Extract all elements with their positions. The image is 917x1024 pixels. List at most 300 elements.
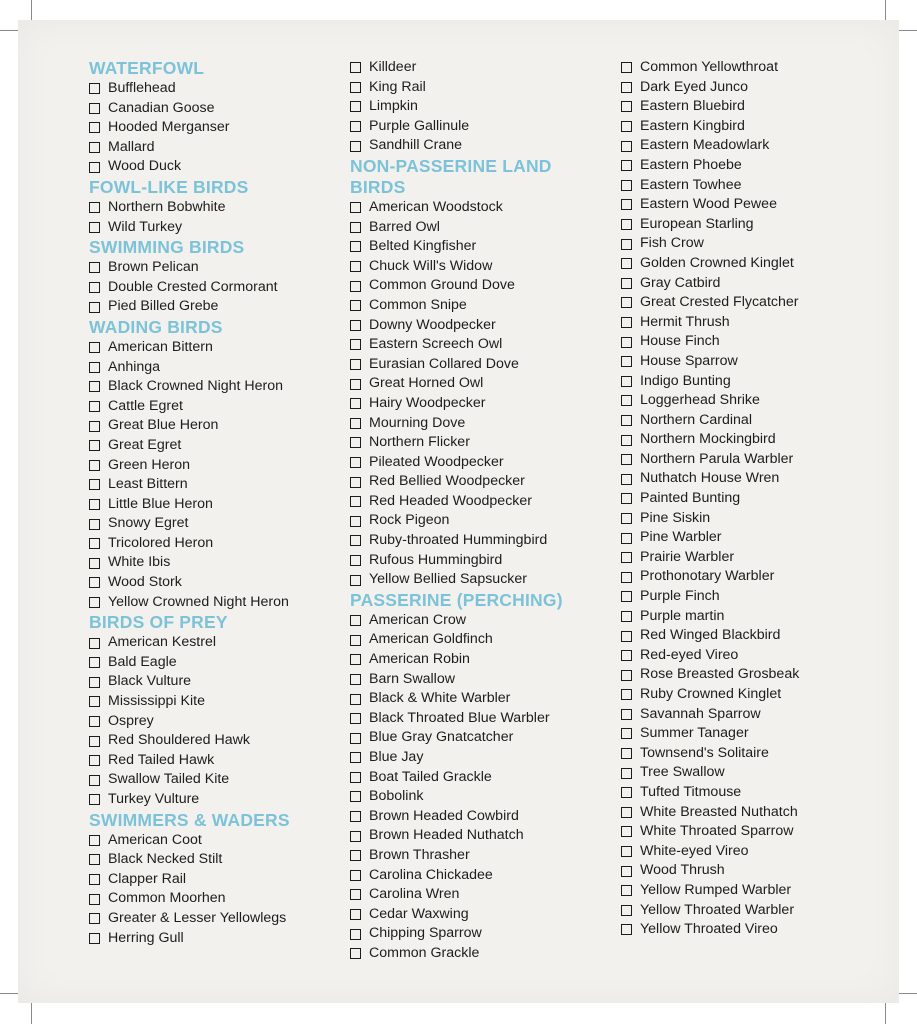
bird-name: Eastern Bluebird [640,98,745,115]
bird-name: Nuthatch House Wren [640,470,780,487]
bird-name: Ruby Crowned Kinglet [640,686,782,702]
bird-name: Townsend's Solitaire [640,744,769,761]
checklist-item [621,411,896,431]
checkbox[interactable] [350,379,361,390]
checklist-column-2 [350,58,610,964]
checkbox[interactable] [89,499,100,510]
checkbox[interactable] [89,460,100,471]
bird-name: American Goldfinch [369,631,493,648]
bird-name: Purple martin [640,607,725,624]
checklist-item [350,650,610,670]
bird-name: Chipping Sparrow [369,925,482,942]
crop-mark [31,0,32,20]
checkbox[interactable] [621,787,632,798]
bird-name: Loggerhead Shrike [640,392,760,409]
checklist-item [621,528,896,548]
bird-name: Mallard [108,138,155,155]
checklist-item [350,492,610,512]
section-heading: WATERFOWL [89,58,205,78]
bird-list [89,338,344,612]
bird-name: Common Yellowthroat [640,59,779,75]
bird-name: Red-eyed Vireo [640,646,739,663]
checkbox[interactable] [621,180,632,191]
checklist-item [621,587,896,607]
bird-name: White Breasted Nuthatch [640,803,798,820]
checkbox[interactable] [350,300,361,311]
checkbox[interactable] [621,866,632,877]
checkbox[interactable] [89,854,100,865]
bird-name: Common Ground Dove [369,277,515,294]
checklist-item [621,567,896,587]
checkbox[interactable] [621,376,632,387]
checkbox[interactable] [621,846,632,857]
checkbox[interactable] [621,239,632,250]
checkbox[interactable] [621,533,632,544]
checkbox[interactable] [350,516,361,527]
checklist-item [89,416,344,436]
checkbox[interactable] [621,807,632,818]
checklist-item [621,685,896,705]
checkbox[interactable] [350,909,361,920]
bird-name: Red Bellied Woodpecker [369,473,525,490]
checkbox[interactable] [89,122,100,133]
checkbox[interactable] [350,694,361,705]
checkbox[interactable] [621,709,632,720]
checkbox[interactable] [89,736,100,747]
checkbox[interactable] [89,262,100,273]
checkbox[interactable] [89,894,100,905]
bird-name: Savannah Sparrow [640,705,761,722]
checkbox[interactable] [350,261,361,272]
bird-name: Hermit Thrush [640,313,730,330]
crop-mark [0,30,18,31]
section-heading: BIRDS OF PREY [89,612,228,633]
bird-name: Hairy Woodpecker [369,394,486,411]
bird-name: Downy Woodpecker [369,316,496,333]
crop-mark [899,993,917,994]
checklist-item [621,352,896,372]
checklist-item [621,176,896,196]
checklist-item [89,731,344,751]
checkbox[interactable] [350,889,361,900]
checkbox[interactable] [350,772,361,783]
checklist-item [350,335,610,355]
bird-name: Prothonotary Warbler [640,568,775,585]
checkbox[interactable] [350,535,361,546]
bird-name: House Finch [640,333,720,350]
checkbox[interactable] [350,555,361,566]
checklist-item [89,553,344,573]
checkbox[interactable] [621,199,632,210]
bird-name: Yellow Throated Warbler [640,901,795,918]
checkbox[interactable] [89,657,100,668]
checkbox[interactable] [621,826,632,837]
bird-name: Blue Gray Gnatcatcher [369,729,514,746]
checklist-item [89,889,344,909]
checklist-item [621,803,896,823]
checkbox[interactable] [350,654,361,665]
checkbox[interactable] [350,101,361,112]
checkbox[interactable] [621,591,632,602]
checklist-item [89,138,344,158]
bird-list [89,198,344,237]
crop-mark [885,1003,886,1024]
bird-name: Yellow Bellied Sapsucker [369,571,527,588]
bird-name: Eastern Kingbird [640,117,745,134]
checkbox[interactable] [621,689,632,700]
checkbox[interactable] [350,615,361,626]
checklist-column-1 [89,58,344,948]
checklist-item [621,665,896,685]
checkbox[interactable] [350,437,361,448]
checklist-item [350,136,610,156]
bird-name: White Throated Sparrow [640,823,794,840]
bird-name: Common Moorhen [108,890,226,907]
bird-name: Least Bittern [108,476,188,493]
bird-name: Brown Headed Cowbird [369,807,519,824]
bird-name: Red Winged Blackbird [640,627,781,644]
checkbox[interactable] [621,415,632,426]
checkbox[interactable] [350,82,361,93]
checklist-item [350,885,610,905]
checklist-item [350,846,610,866]
checklist-item [89,850,344,870]
checklist-item [621,646,896,666]
checkbox[interactable] [621,337,632,348]
checkbox[interactable] [89,538,100,549]
checklist-item [621,744,896,764]
checklist-item [89,338,344,358]
checkbox[interactable] [621,101,632,112]
bird-name: Common Snipe [369,296,467,313]
checklist-item [621,626,896,646]
checkbox[interactable] [350,359,361,370]
bird-name: House Sparrow [640,352,738,369]
checkbox[interactable] [621,650,632,661]
checklist-item [621,861,896,881]
checklist-item [621,548,896,568]
checkbox[interactable] [89,755,100,766]
checkbox[interactable] [621,219,632,230]
checkbox[interactable] [621,728,632,739]
checkbox[interactable] [350,121,361,132]
checkbox[interactable] [89,775,100,786]
checkbox[interactable] [350,575,361,586]
bird-name: Yellow Crowned Night Heron [108,593,289,610]
checkbox[interactable] [89,222,100,233]
checklist-item [350,237,610,257]
checkbox[interactable] [350,418,361,429]
checkbox[interactable] [89,913,100,924]
bird-name: Canadian Goose [108,99,215,116]
checklist-item [621,509,896,529]
bird-name: Rock Pigeon [369,512,450,529]
checklist-item [350,866,610,886]
checkbox[interactable] [621,924,632,935]
checklist-item [350,728,610,748]
checkbox[interactable] [621,317,632,328]
checkbox[interactable] [350,281,361,292]
bird-name: Bobolink [369,788,424,805]
checklist-item [350,768,610,788]
checkbox[interactable] [350,870,361,881]
checkbox[interactable] [350,831,361,842]
bird-name: Black Vulture [108,673,192,690]
bird-list [89,79,344,177]
bird-list [89,633,344,809]
checklist-item [89,258,344,278]
checklist-item [89,751,344,771]
bird-name: Pine Warbler [640,529,722,546]
bird-name: American Robin [369,651,470,668]
bird-name: Osprey [108,712,154,729]
bird-list [621,58,896,940]
bird-name: Dark Eyed Junco [640,78,749,95]
bird-name: Rose Breasted Grosbeak [640,666,800,683]
checklist-item [621,881,896,901]
checkbox[interactable] [350,674,361,685]
checklist-item [350,551,610,571]
checkbox[interactable] [621,297,632,308]
bird-name: Red Headed Woodpecker [369,492,532,509]
bird-name: Yellow Throated Vireo [640,921,778,938]
checkbox[interactable] [621,768,632,779]
checkbox[interactable] [89,696,100,707]
bird-name: American Kestrel [108,634,217,651]
checklist-item [350,394,610,414]
checkbox[interactable] [350,496,361,507]
bird-name: Red Tailed Hawk [108,751,215,768]
checklist-item [621,215,896,235]
bird-name: Red Shouldered Hawk [108,732,250,749]
bird-name: Belted Kingfisher [369,238,477,255]
checkbox[interactable] [89,677,100,688]
checkbox[interactable] [621,356,632,367]
bird-name: Rufous Hummingbird [369,551,503,568]
checkbox[interactable] [350,850,361,861]
bird-name: Wild Turkey [108,218,183,235]
bird-name: Tufted Titmouse [640,783,742,800]
bird-name: Eastern Towhee [640,176,742,193]
checkbox[interactable] [621,572,632,583]
checklist-item [621,274,896,294]
bird-name: Northern Parula Warbler [640,450,794,467]
checklist-item [621,234,896,254]
checklist-item [89,534,344,554]
bird-name: Brown Pelican [108,259,199,276]
checklist-item [350,531,610,551]
bird-name: American Bittern [108,338,213,355]
checklist-item [350,570,610,590]
checkbox[interactable] [621,748,632,759]
checklist-item [621,372,896,392]
bird-name: Double Crested Cormorant [108,278,278,295]
bird-name: Eastern Screech Owl [369,336,503,353]
bird-name: Brown Thrasher [369,846,470,863]
checkbox[interactable] [621,62,632,73]
bird-name: Wood Duck [108,158,182,175]
checkbox[interactable] [89,421,100,432]
checkbox[interactable] [621,885,632,896]
checklist-item [89,198,344,218]
checkbox[interactable] [89,558,100,569]
bird-name: Clapper Rail [108,870,187,887]
checkbox[interactable] [350,477,361,488]
checkbox[interactable] [350,811,361,822]
checkbox[interactable] [350,752,361,763]
bird-name: Turkey Vulture [108,791,200,807]
section-heading: FOWL-LIKE BIRDS [89,176,249,197]
bird-name: Pied Billed Grebe [108,298,219,315]
checkbox[interactable] [350,222,361,233]
checkbox[interactable] [89,597,100,608]
bird-name: Greater & Lesser Yellowlegs [108,909,287,926]
checkbox[interactable] [350,929,361,940]
checklist-item [89,870,344,890]
checklist-item [89,278,344,298]
checkbox[interactable] [89,381,100,392]
bird-name: Anhinga [108,358,161,375]
checkbox[interactable] [621,552,632,563]
checkbox[interactable] [350,398,361,409]
checkbox[interactable] [89,874,100,885]
bird-name: Sandhill Crane [369,137,463,154]
checkbox[interactable] [350,241,361,252]
checkbox[interactable] [89,83,100,94]
checklist-item [350,709,610,729]
checklist-item [89,692,344,712]
checkbox[interactable] [621,670,632,681]
checklist-item [350,689,610,709]
bird-name: Little Blue Heron [108,495,213,512]
checkbox[interactable] [89,835,100,846]
checkbox[interactable] [621,493,632,504]
checkbox[interactable] [89,282,100,293]
crop-mark [31,1003,32,1024]
checklist-item [350,630,610,650]
checklist-item [89,475,344,495]
checkbox[interactable] [350,320,361,331]
checkbox[interactable] [621,121,632,132]
bird-name: American Woodstock [369,198,503,215]
checklist-item [350,198,610,218]
checklist-item [621,607,896,627]
bird-name: American Crow [369,611,466,628]
checkbox[interactable] [89,794,100,805]
bird-name: Brown Headed Nuthatch [369,827,524,844]
checkbox[interactable] [621,611,632,622]
checkbox[interactable] [621,82,632,93]
section-heading: PASSERINE (PERCHING) [350,589,563,610]
bird-name: Painted Bunting [640,490,741,507]
checkbox[interactable] [89,933,100,944]
checklist-item [350,944,610,964]
checkbox[interactable] [621,278,632,289]
bird-list [350,58,610,156]
checkbox[interactable] [621,395,632,406]
bird-name: Prairie Warbler [640,548,735,565]
checklist-item [89,456,344,476]
checklist-column-3 [621,58,896,940]
bird-name: Chuck Will's Widow [369,257,493,274]
bird-name: Eurasian Collared Dove [369,355,519,372]
checkbox[interactable] [89,103,100,114]
checklist-item [89,79,344,99]
checkbox[interactable] [350,339,361,350]
checkbox[interactable] [350,141,361,152]
checklist-item [621,724,896,744]
checkbox[interactable] [621,905,632,916]
checkbox[interactable] [89,202,100,213]
checklist-item [621,469,896,489]
bird-name: Golden Crowned Kinglet [640,254,794,271]
checkbox[interactable] [89,577,100,588]
checklist-item [89,297,344,317]
checklist-item [89,653,344,673]
bird-name: Bald Eagle [108,653,177,670]
checkbox[interactable] [621,631,632,642]
checklist-item [350,78,610,98]
checkbox[interactable] [89,142,100,153]
checklist-item [621,97,896,117]
checklist-item [621,254,896,274]
bird-name: Great Egret [108,436,182,453]
checkbox[interactable] [89,519,100,530]
checkbox[interactable] [350,202,361,213]
checkbox[interactable] [350,62,361,73]
section-heading: NON-PASSERINE LAND BIRDS [350,155,552,197]
bird-name: Herring Gull [108,929,184,946]
checkbox[interactable] [89,401,100,412]
checkbox[interactable] [89,440,100,451]
checklist-item [621,450,896,470]
checkbox[interactable] [89,638,100,649]
checkbox[interactable] [621,474,632,485]
checkbox[interactable] [89,162,100,173]
bird-name: White-eyed Vireo [640,842,749,859]
bird-name: Tricolored Heron [108,534,214,551]
checkbox[interactable] [621,513,632,524]
bird-name: Green Heron [108,456,191,473]
checkbox[interactable] [350,733,361,744]
checkbox[interactable] [350,948,361,959]
checklist-item [350,807,610,827]
checkbox[interactable] [89,716,100,727]
checkbox[interactable] [621,435,632,446]
checklist-item [89,672,344,692]
checkbox[interactable] [621,454,632,465]
checkbox[interactable] [621,160,632,171]
checkbox[interactable] [89,302,100,313]
checklist-item [621,117,896,137]
section-heading: SWIMMING BIRDS [89,237,245,258]
bird-list [89,831,344,949]
checkbox[interactable] [89,342,100,353]
checkbox[interactable] [350,635,361,646]
checkbox[interactable] [89,479,100,490]
bird-list [350,198,610,590]
bird-name: Carolina Wren [369,886,460,903]
checkbox[interactable] [89,362,100,373]
checkbox[interactable] [350,791,361,802]
bird-name: Hooded Merganser [108,119,230,136]
checkbox[interactable] [350,457,361,468]
checklist-item [89,118,344,138]
checklist-item [350,414,610,434]
checkbox[interactable] [350,713,361,724]
checkbox[interactable] [621,141,632,152]
checkbox[interactable] [621,258,632,269]
